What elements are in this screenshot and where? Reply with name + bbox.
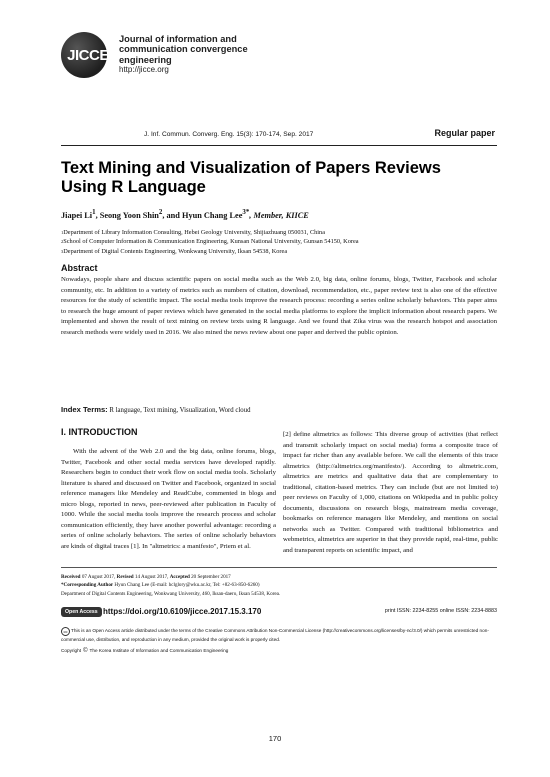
logo-badge-text: JICCE <box>67 47 109 64</box>
affiliation-1-label: 1 <box>61 230 64 235</box>
author-2-sup: 2 <box>158 209 163 216</box>
affiliation-3-label: 3 <box>61 248 64 254</box>
open-access-badge: Open Access <box>61 607 102 617</box>
received-date: 07 August 2017, <box>81 574 116 580</box>
copyright <box>61 648 228 654</box>
author-2: Seong Yoon Shin <box>99 210 159 220</box>
abstract-text: Nowadays, people share and discuss scientific papers on social media such as the Web 2.0, big data, online forums, blogs, Twitter, Facebook and scholar community, etc. In addition to a variety of metrics such as numbers of citation, download, recommendation, etc., paper review text is also one of the effective resources for the study of scientific impact. The social media tools improve the research process: recording a series online scholarly behaviors. This paper aims to research the huge amount of paper reviews which have generated in the social media platforms to explore the implicit information about research papers. We implemented and shown the result of text mining on review texts using R language. And we found that Zika virus was the research hotspot and association research methods were widely used in 2016. We also mined the news review about one paper and derived the public opinion. <box>61 276 497 336</box>
license-statement: This is an Open Access article distributed under the terms of the Creative Commons Attribution Non-Commercial License (http://creativecommons.org/licenses/by-nc/3.0/) which permits unrestricted non-commercial use, distribution, and reproduction in any medium, provided the original work is properly cited. <box>61 628 489 642</box>
journal-name-line2: communication convergence engineering <box>119 44 248 65</box>
copyright-text: The Korea Institute of Information and Communication Engineering <box>89 648 229 653</box>
corresponding-label: *Corresponding Author <box>61 582 114 589</box>
affiliation-2-text: School of Computer Information & Communication Engineering, Kunsan National University, Gunsan 54150, Korea <box>63 238 359 246</box>
author-sep-1: , <box>95 210 100 220</box>
journal-url[interactable]: http://jicce.org <box>119 64 169 74</box>
affiliation-1-text: Department of Library Information Consulting, Hebei Geology University, Shijiazhuang 050031, China <box>63 229 325 236</box>
page-number: 170 <box>268 734 282 743</box>
author-3-role: , Member, KIICE <box>249 210 309 220</box>
author-list <box>61 209 309 220</box>
received-label: Received <box>61 574 81 580</box>
affiliation-2-label: 2 <box>61 239 64 245</box>
citation: J. Inf. Commun. Converg. Eng. 15(3): 170-174, Sep. 2017 <box>144 131 314 138</box>
dates-line <box>61 573 497 581</box>
corresponding-dept: Department of Digital Contents Engineering, Wonkwang University, 460, Iksan-daero, Iksan 54538, Korea. <box>61 590 281 597</box>
author-1-sup: 1 <box>92 209 96 216</box>
index-terms-text: R language, Text mining, Visualization, Word cloud <box>109 407 251 414</box>
author-3: Hyun Chang Lee <box>181 210 243 220</box>
journal-name <box>119 34 259 75</box>
doi-row <box>61 607 497 619</box>
body-column-right: [2] define altmetrics as follows: This diverse group of activities (that reflect and transmit scholarly impact on social media) forms a composite trace of impact far richer than any available before. We call the elements of this trace altmetrics (http://altmetrics.org/manifesto/). According to altmetric.com, altmetrics are metrics and qualitative data that are complementary to traditional, citation-based metrics. They can include (but are not limited to) peer reviews on Faculty of 1,000, citations on Wikipedia and in public policy documents, discussions on research blogs, mainstream media coverage, bookmarks on reference managers like Mendeley, and mentions on social networks such as Twitter. Compared with traditional bibliometrics and webmetrics, altmetrics are superior in that they provide rapid, real-time, public and transparent reports on scientific impact, and <box>283 431 498 554</box>
section-heading: I. INTRODUCTION <box>61 427 138 437</box>
article-title: Text Mining and Visualization of Papers Reviews Using R Language <box>61 159 441 196</box>
journal-logo <box>61 32 251 84</box>
license-text <box>61 627 501 644</box>
issn: print ISSN: 2234-8255 online ISSN: 2234-8883 <box>384 608 497 614</box>
copyright-label: Copyright <box>61 648 82 653</box>
doi-link[interactable]: https://doi.org/10.6109/jicce.2017.15.3.170 <box>103 607 262 616</box>
accepted-date: 20 September 2017 <box>191 574 231 580</box>
article-history <box>61 573 497 598</box>
accepted-label: Accepted <box>169 574 190 580</box>
revised-date: 14 August 2017, <box>134 574 169 580</box>
author-sep-2: , and <box>162 210 182 220</box>
creative-commons-icon: cc <box>61 627 70 636</box>
affiliation-3 <box>61 247 501 256</box>
corresponding-text: Hyun Chang Lee (E-mail: hclglory@wku.ac.kr, Tel: +82-63-850-6260) <box>114 582 260 589</box>
paper-type: Regular paper <box>434 128 495 138</box>
affiliation-3-text: Department of Digital Contents Engineering, Wonkwang University, Iksan 54538, Korea <box>63 247 288 255</box>
copyright-icon: © <box>83 648 88 654</box>
journal-name-line1: Journal of information and <box>119 34 237 44</box>
author-3-sup: 3* <box>242 209 250 216</box>
affiliation-2 <box>61 237 501 246</box>
body-column-left: With the advent of the Web 2.0 and the big data, online forums, blogs, Twitter, Facebook and other social media services have developed rapidly. Researchers begin to conduct their work flow on social media tools. Scholarly literature is shared and discussed on Twitter and Facebook, organized in social reference managers like Mendeley and ReadCube, commented in blogs and micro blogs, reported in news, peer-reviewed after publication in Faculty of 1000. While the social media tools improve the research process and scholar communication efficiently, they have another powerful advantage: recording a series of online scholarly behaviors. The series of online scholarly behaviors are kinds of digital traces [1]. In "altmetrics: a manifesto", Priem et al. <box>61 448 276 550</box>
jicce-badge <box>61 32 107 78</box>
affiliation-1 <box>61 228 501 237</box>
footer-divider <box>61 567 497 568</box>
corresponding-line <box>61 581 497 589</box>
affiliations <box>61 228 501 256</box>
index-terms <box>61 405 497 414</box>
index-terms-label: Index Terms: <box>61 405 108 414</box>
header-rule <box>61 127 497 146</box>
revised-label: Revised <box>116 574 134 580</box>
author-1: Jiapei Li <box>61 210 93 220</box>
abstract-heading: Abstract <box>61 263 98 273</box>
